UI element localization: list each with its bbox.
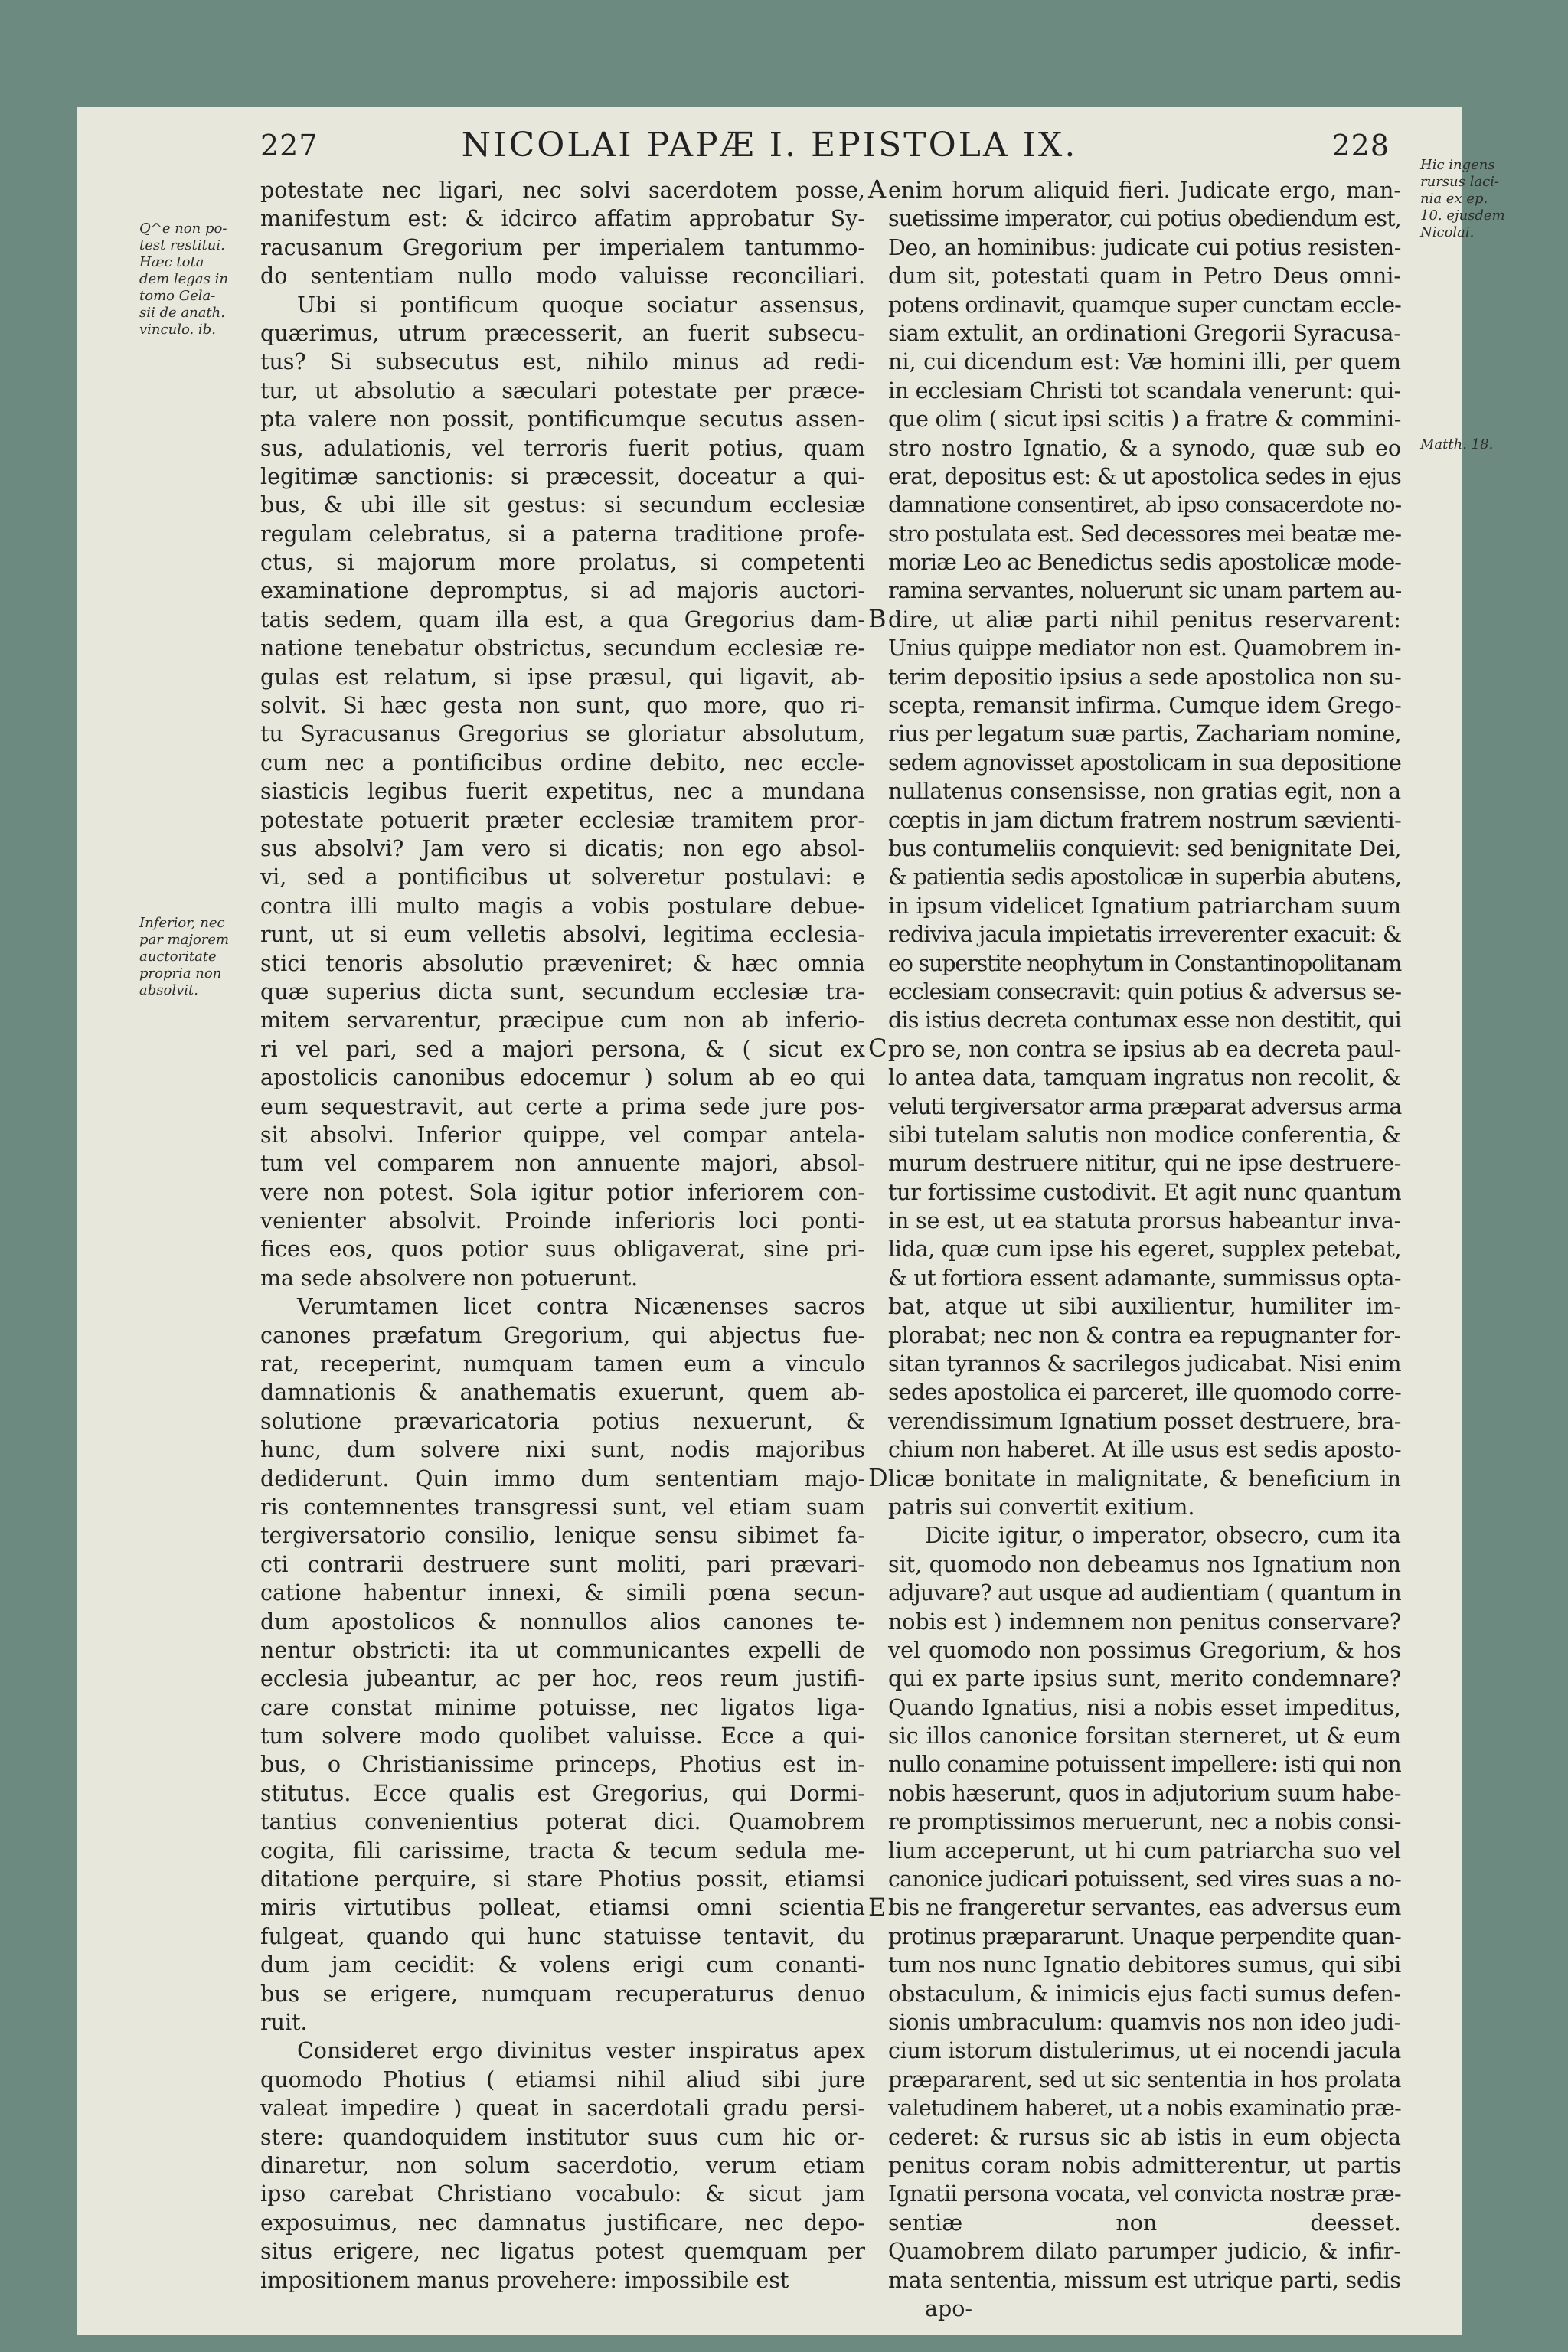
text-line: hunc, dum solvere nixi sunt, nodis majoribus bbox=[260, 1437, 865, 1463]
section-letter: C bbox=[868, 1034, 887, 1063]
section-letter: D bbox=[868, 1463, 888, 1492]
text-line: vi, sed a pontificibus ut solveretur postulavi: e bbox=[260, 864, 865, 890]
text-line: fices eos, quos potior suus obligaverat, sine pri- bbox=[260, 1236, 865, 1263]
text-line: rediviva jacula impietatis irreverenter exacuit: & bbox=[888, 922, 1402, 948]
text-line: cœptis in jam dictum fratrem nostrum sævienti- bbox=[888, 807, 1402, 833]
text-line: nullatenus consensisse, non gratias egit, non a bbox=[888, 779, 1401, 805]
text-line: & ut fortiora essent adamante, summissus opta- bbox=[888, 1265, 1401, 1291]
text-line: quærimus, utrum præcesserit, an fuerit subsecu- bbox=[260, 320, 865, 346]
text-line: ramina servantes, noluerunt sic unam partem au- bbox=[888, 578, 1402, 604]
text-line: canones præfatum Gregorium, qui abjectus fue- bbox=[260, 1322, 865, 1348]
right-text-column bbox=[888, 176, 1401, 2323]
text-line: tatis sedem, quam illa est, a qua Gregorius dam- bbox=[260, 606, 865, 632]
text-line: care constat minime potuisse, nec ligatos liga- bbox=[260, 1694, 865, 1720]
text-line: Deo, an hominibus: judicate cui potius resisten- bbox=[888, 234, 1401, 260]
text-line: venienter absolvit. Proinde inferioris loci ponti- bbox=[260, 1208, 865, 1234]
text-line: stici tenoris absolutio præveniret; & hæc omnia bbox=[260, 950, 865, 976]
text-line: exposuimus, nec damnatus justificare, nec depo- bbox=[260, 2210, 865, 2236]
text-line: veluti tergiversator arma præparat adversus arma bbox=[888, 1093, 1401, 1119]
text-line: sitan tyrannos & sacrilegos judicabat. Nisi enim bbox=[888, 1351, 1401, 1377]
text-line: bus, & ubi ille sit gestus: si secundum ecclesiæ bbox=[260, 492, 865, 518]
text-line: natione tenebatur obstrictus, secundum ecclesiæ re- bbox=[260, 635, 865, 662]
section-letter: E bbox=[868, 1893, 887, 1922]
text-line: tantius convenientius poterat dici. Quamobrem bbox=[260, 1809, 865, 1835]
text-line: terim depositio ipsius a sede apostolica non su- bbox=[888, 664, 1402, 690]
text-line: scepta, remansit infirma. Cumque idem Grego- bbox=[888, 693, 1402, 719]
text-line: miris virtutibus polleat, etiamsi omni scientia bbox=[260, 1895, 865, 1921]
text-line: runt, ut si eum velletis absolvi, legitima ecclesia- bbox=[260, 922, 865, 948]
text-line: lida, quæ cum ipse his egeret, supplex petebat, bbox=[888, 1236, 1402, 1263]
text-line: cti contrarii destruere sunt moliti, pari prævari- bbox=[260, 1551, 865, 1577]
text-line: stro nostro Ignatio, & a synodo, quæ sub eo bbox=[888, 435, 1401, 461]
text-line: lo antea data, tamquam ingratus non recolit, & bbox=[888, 1065, 1401, 1091]
text-line: tus? Si subsecutus est, nihilo minus ad redi- bbox=[260, 349, 865, 375]
page-header bbox=[77, 122, 1462, 176]
text-line: suetissime imperator, cui potius obediendum est, bbox=[888, 206, 1401, 232]
text-line: Dicite igitur, o imperator, obsecro, cum ita bbox=[925, 1523, 1401, 1549]
text-line: mitem servarentur, præcipue cum non ab inferio- bbox=[260, 1008, 865, 1034]
text-line: solvit. Si hæc gesta non sunt, quo more, quo ri- bbox=[260, 693, 865, 719]
text-line: tum vel comparem non annuente majori, absol- bbox=[260, 1151, 865, 1177]
text-line: examinatione depromptus, si ad majoris auctori- bbox=[260, 578, 865, 604]
text-line: sibi tutelam salutis non modice conferentia, & bbox=[888, 1122, 1401, 1148]
text-line: enim horum aliquid fieri. Judicate ergo, man- bbox=[888, 178, 1401, 203]
text-line: sic illos canonice forsitan sterneret, ut & eum bbox=[888, 1723, 1401, 1749]
text-line: quæ superius dicta sunt, secundum ecclesiæ tra- bbox=[260, 978, 865, 1004]
text-line: protinus præpararunt. Unaque perpendite quan- bbox=[888, 1923, 1401, 1949]
text-line: bis ne frangeretur servantes, eas adversus eum bbox=[888, 1895, 1401, 1921]
text-line: legitimæ sanctionis: si præcessit, doceatur a qui- bbox=[260, 463, 865, 489]
text-line: fulgeat, quando qui hunc statuisse tentavit, du bbox=[260, 1923, 865, 1949]
text-line: ctus, si majorum more prolatus, si competenti bbox=[260, 550, 865, 576]
text-line: sedes apostolica ei parceret, ille quomodo corre- bbox=[888, 1380, 1401, 1406]
text-line: moriæ Leo ac Benedictus sedis apostolicæ mode- bbox=[888, 550, 1401, 576]
text-line: Consideret ergo divinitus vester inspiratus apex bbox=[297, 2038, 865, 2064]
text-line: cium istorum distulerimus, ut ei nocendi jacula bbox=[888, 2038, 1401, 2064]
text-line: vere non potest. Sola igitur potior inferiorem con- bbox=[260, 1179, 865, 1205]
text-line: stere: quandoquidem institutor suus cum hic or- bbox=[260, 2124, 865, 2150]
text-line: impositionem manus provehere: impossibile est bbox=[260, 2267, 789, 2293]
text-line: qui ex parte ipsius sunt, merito condemnare? bbox=[888, 1666, 1401, 1692]
text-line: quomodo Photius ( etiamsi nihil aliud sibi jure bbox=[260, 2066, 865, 2092]
text-line: bus contumeliis conquievit: sed benignitate Dei, bbox=[888, 835, 1401, 861]
text-line: mata sententia, missum est utrique parti, sedis bbox=[888, 2267, 1401, 2293]
text-line: que olim ( sicut ipsi scitis ) a fratre & commini- bbox=[888, 407, 1402, 433]
text-line: situs erigere, nec ligatus potest quemquam per bbox=[260, 2239, 865, 2265]
text-line: penitus coram nobis admitterentur, ut partis bbox=[888, 2152, 1401, 2178]
section-letter: A bbox=[868, 175, 887, 204]
right-page-number: 228 bbox=[1331, 129, 1390, 162]
text-line: dis istius decreta contumax esse non destitit, qui bbox=[888, 1008, 1402, 1034]
text-line: ris contemnentes transgressi sunt, vel etiam suam bbox=[260, 1494, 865, 1520]
text-line: dediderunt. Quin immo dum sententiam majo- bbox=[260, 1465, 865, 1491]
text-line: apostolicis canonibus edocemur ) solum ab eo qui bbox=[260, 1065, 865, 1091]
text-line: chium non haberet. At ille usus est sedis aposto- bbox=[888, 1437, 1402, 1463]
text-line: nentur obstricti: ita ut communicantes expelli de bbox=[260, 1637, 865, 1663]
text-line: cederet: & rursus sic ab istis in eum objecta bbox=[888, 2124, 1401, 2150]
text-line: Ubi si pontificum quoque sociatur assensus, bbox=[297, 292, 865, 318]
text-line: bus, o Christianissime princeps, Photius est in- bbox=[260, 1752, 865, 1778]
text-line: cum nec a pontificibus ordine debito, nec eccle- bbox=[260, 750, 865, 776]
text-line: manifestum est: & idcirco affatim approbatur Sy- bbox=[260, 206, 865, 232]
text-line: ri vel pari, sed a majori persona, & ( sicut ex bbox=[260, 1036, 865, 1062]
text-line: ecclesiam consecravit: quin potius & adversus se- bbox=[888, 978, 1401, 1004]
text-line: eum sequestravit, aut certe a prima sede jure pos- bbox=[260, 1093, 865, 1119]
text-line: sentiæ non deesset. bbox=[888, 2210, 1401, 2236]
margin-note-left-2: Inferior, nec par majorem auctoritate propria non absolvit. bbox=[139, 915, 230, 998]
text-line: eo superstite neophytum in Constantinopolitanam bbox=[888, 950, 1402, 976]
text-line: rius per legatum suæ partis, Zachariam nomine, bbox=[888, 721, 1401, 747]
text-line: ecclesia jubeantur, ac per hoc, reos reum justifi- bbox=[260, 1666, 865, 1692]
margin-note-right-2: Matth. 18. bbox=[1420, 436, 1494, 452]
text-line: tum solvere modo quolibet valuisse. Ecce a qui- bbox=[260, 1723, 865, 1749]
text-line: solutione prævaricatoria potius nexuerunt, & bbox=[260, 1408, 865, 1434]
margin-note-right-1: Hic ingens rursus laci- nia ex ep. 10. ejusdem Nicolai. bbox=[1420, 157, 1505, 240]
text-line: vel quomodo non possimus Gregorium, & hos bbox=[888, 1637, 1401, 1663]
text-line: damnatione consentiret, ab ipso consacerdote no- bbox=[888, 492, 1401, 518]
text-line: pro se, non contra se ipsius ab ea decreta paul- bbox=[888, 1036, 1401, 1062]
text-line: verendissimum Ignatium posset destruere, bra- bbox=[888, 1408, 1402, 1434]
left-text-column bbox=[260, 176, 865, 2295]
text-line: dum apostolicos & nonnullos alios canones te- bbox=[260, 1609, 865, 1635]
text-line: tur fortissime custodivit. Et agit nunc quantum bbox=[888, 1179, 1402, 1205]
text-line: pta valere non possit, pontificumque secutus assen- bbox=[260, 407, 865, 433]
text-line: gulas est relatum, si ipse præsul, qui ligavit, ab- bbox=[260, 664, 865, 690]
text-line: catione habentur innexi, & simili pœna secun- bbox=[260, 1580, 865, 1606]
section-letter: B bbox=[868, 604, 887, 633]
text-line: Quando Ignatius, nisi a nobis esset impeditus, bbox=[888, 1694, 1401, 1720]
text-line: Ignatii persona vocata, vel convicta nostræ præ- bbox=[888, 2181, 1401, 2207]
text-line: erat, depositus est: & ut apostolica sedes in ejus bbox=[888, 463, 1402, 489]
text-line: valetudinem haberet, ut a nobis examinatio præ- bbox=[888, 2096, 1402, 2122]
text-line: bat, atque ut sibi auxilientur, humiliter im- bbox=[888, 1294, 1401, 1320]
text-line: potestate potuerit præter ecclesiæ tramitem pror- bbox=[260, 807, 865, 833]
text-line: Unius quippe mediator non est. Quamobrem in- bbox=[888, 635, 1401, 662]
text-line: adjuvare? aut usque ad audientiam ( quantum in bbox=[888, 1580, 1402, 1606]
text-line: præpararent, sed ut sic sententia in hos prolata bbox=[888, 2066, 1401, 2092]
text-line: potestate nec ligari, nec solvi sacerdotem posse, bbox=[260, 178, 865, 203]
text-line: canonice judicari potuissent, sed vires suas a no- bbox=[888, 1867, 1401, 1893]
margin-note-left-1: Q^e non po- test restitui. Hæc tota dem legas in tomo Gela- sii de anath. vinculo. ib. bbox=[139, 220, 228, 338]
text-line: nullo conamine potuissent impellere: isti qui non bbox=[888, 1752, 1401, 1778]
text-line: re promptissimos meruerunt, nec a nobis consi- bbox=[888, 1809, 1401, 1835]
text-line: licæ bonitate in malignitate, & beneficium in bbox=[888, 1465, 1401, 1491]
text-line: siasticis legibus fuerit expetitus, nec a mundana bbox=[260, 779, 865, 805]
text-line: in ecclesiam Christi tot scandala venerunt: qui- bbox=[888, 377, 1401, 403]
text-line: ditatione perquire, si stare Photius possit, etiamsi bbox=[260, 1867, 865, 1893]
text-line: tergiversatorio consilio, lenique sensu sibimet fa- bbox=[260, 1523, 865, 1549]
text-line: nobis est ) indemnem non penitus conservare? bbox=[888, 1609, 1402, 1635]
text-line: cogita, fili carissime, tracta & tecum sedula me- bbox=[260, 1838, 865, 1864]
text-line: regulam celebratus, si a paterna traditione profe- bbox=[260, 521, 865, 547]
text-line: Quamobrem dilato parumper judicio, & infir- bbox=[888, 2239, 1401, 2265]
text-line: murum destruere nititur, qui ne ipse destruere- bbox=[888, 1151, 1401, 1177]
book-page bbox=[77, 107, 1505, 2335]
text-line: dum jam cecidit: & volens erigi cum conanti- bbox=[260, 1952, 865, 1978]
text-line: tu Syracusanus Gregorius se gloriatur absolutum, bbox=[260, 721, 865, 747]
text-line: potens ordinavit, quamque super cunctam eccle- bbox=[888, 292, 1401, 318]
text-line: tur, ut absolutio a sæculari potestate per præce- bbox=[260, 377, 865, 403]
text-line: bus se erigere, numquam recuperaturus denuo bbox=[260, 1981, 865, 2007]
text-line: sus absolvi? Jam vero si dicatis; non ego absol- bbox=[260, 835, 865, 861]
text-line: dinaretur, non solum sacerdotio, verum etiam bbox=[260, 2152, 865, 2178]
text-line: siam extulit, an ordinationi Gregorii Syracusa- bbox=[888, 320, 1401, 346]
text-line: apo- bbox=[925, 2295, 973, 2321]
text-line: damnationis & anathematis exuerunt, quem ab- bbox=[260, 1380, 865, 1406]
text-line: rat, receperint, numquam tamen eum a vinculo bbox=[260, 1351, 865, 1377]
text-line: Verumtamen licet contra Nicænenses sacros bbox=[297, 1294, 865, 1320]
text-line: dum sit, potestati quam in Petro Deus omni- bbox=[888, 263, 1401, 289]
text-line: sus, adulationis, vel terroris fuerit potius, quam bbox=[260, 435, 865, 461]
text-line: dire, ut aliæ parti nihil penitus reservarent: bbox=[888, 606, 1401, 632]
text-line: sedem agnovisset apostolicam in sua depositione bbox=[888, 750, 1401, 776]
text-line: ni, cui dicendum est: Væ homini illi, per quem bbox=[888, 349, 1401, 375]
text-line: lium acceperunt, ut hi cum patriarcha suo vel bbox=[888, 1838, 1401, 1864]
text-line: do sententiam nullo modo valuisse reconciliari. bbox=[260, 263, 865, 289]
text-line: racusanum Gregorium per imperialem tantummo- bbox=[260, 234, 865, 260]
text-line: valeat impedire ) queat in sacerdotali gradu persi- bbox=[260, 2096, 865, 2122]
text-line: obstaculum, & inimicis ejus facti sumus defen- bbox=[888, 1981, 1401, 2007]
text-line: nobis hæserunt, quos in adjutorium suum habe- bbox=[888, 1780, 1401, 1806]
left-page-number: 227 bbox=[260, 129, 318, 162]
text-line: stro postulata est. Sed decessores mei beatæ me- bbox=[888, 521, 1401, 547]
text-line: in ipsum videlicet Ignatium patriarcham suum bbox=[888, 893, 1401, 919]
text-line: ruit. bbox=[260, 2010, 308, 2035]
text-line: tum nos nunc Ignatio debitores sumus, qui sibi bbox=[888, 1952, 1402, 1978]
text-line: stitutus. Ecce qualis est Gregorius, qui Dormi- bbox=[260, 1780, 865, 1806]
running-title: NICOLAI PAPÆ I. EPISTOLA IX. bbox=[461, 126, 1078, 165]
text-line: patris sui convertit exitium. bbox=[888, 1494, 1195, 1520]
text-line: ma sede absolvere non potuerunt. bbox=[260, 1265, 639, 1291]
text-line: ipso carebat Christiano vocabulo: & sicut jam bbox=[260, 2181, 865, 2207]
text-line: sionis umbraculum: quamvis nos non ideo judi- bbox=[888, 2010, 1402, 2035]
text-line: sit, quomodo non debeamus nos Ignatium non bbox=[888, 1551, 1401, 1577]
text-line: plorabat; nec non & contra ea repugnanter for- bbox=[888, 1322, 1401, 1348]
text-line: sit absolvi. Inferior quippe, vel compar antela- bbox=[260, 1122, 865, 1148]
text-line: in se est, ut ea statuta prorsus habeantur inva- bbox=[888, 1208, 1402, 1234]
text-line: contra illi multo magis a vobis postulare debue- bbox=[260, 893, 865, 919]
text-line: & patientia sedis apostolicæ in superbia abutens, bbox=[888, 864, 1401, 890]
